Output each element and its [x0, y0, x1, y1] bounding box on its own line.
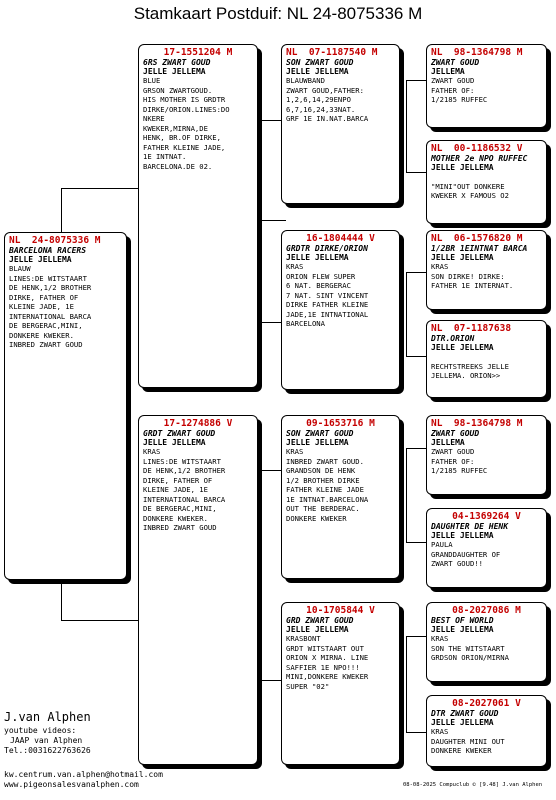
- pigeon-name: BARCELONA RACERS: [9, 246, 87, 255]
- pigeon-card-fff[interactable]: [426, 44, 547, 128]
- pigeon-info: ZWART GOUD FATHER OF: 1/2185 RUFFEC: [431, 447, 488, 475]
- pigeon-name: 1/2BR 1EINTNAT BARCA: [431, 244, 528, 253]
- ring-number: 17-1274886 V: [163, 418, 233, 429]
- pigeon-info: KRAS ORION FLEW SUPER 6 NAT. BERGERAC 7 NAT. SINT VINCENT DIRKE FATHER KLEINE JADE,1E INTNATIONAL BARCELONA: [286, 262, 369, 328]
- owner-website: www.pigeonsalesvanalphen.com: [4, 780, 139, 789]
- pigeon-name: GRDT ZWART GOUD: [143, 429, 216, 438]
- breeder-name: JELLEMA: [431, 438, 465, 447]
- ring-number: 17-1551204 M: [163, 47, 233, 58]
- youtube-channel: JAAP van Alphen: [10, 736, 83, 745]
- connector-line: [406, 542, 426, 543]
- pigeon-card-mfm[interactable]: [426, 508, 547, 588]
- breeder-name: JELLE JELLEMA: [286, 625, 349, 634]
- connector-line: [406, 80, 426, 81]
- connector-line: [61, 188, 62, 232]
- breeder-name: JELLE JELLEMA: [431, 343, 494, 352]
- connector-line: [261, 220, 286, 221]
- pigeon-name: SON ZWART GOUD: [286, 58, 354, 67]
- connector-line: [406, 272, 407, 356]
- pigeon-name: ZWART GOUD: [431, 58, 480, 67]
- breeder-name: JELLE JELLEMA: [431, 163, 494, 172]
- connector-line: [406, 448, 407, 542]
- breeder-name: JELLE JELLEMA: [143, 438, 206, 447]
- pigeon-name: GRDTR DIRKE/ORION: [286, 244, 368, 253]
- pigeon-name: DAUGHTER DE HENK: [431, 522, 509, 531]
- breeder-name: JELLE JELLEMA: [431, 718, 494, 727]
- ring-number: 09-1653716 M: [306, 418, 375, 429]
- pigeon-card-mff[interactable]: [426, 415, 547, 495]
- ring-number: 08-2027061 V: [452, 698, 521, 709]
- connector-line: [406, 732, 426, 733]
- pigeon-info: ZWART GOUD FATHER OF: 1/2185 RUFFEC: [431, 76, 488, 104]
- pigeon-card-fmm[interactable]: [426, 320, 547, 398]
- ring-number: 04-1369264 V: [452, 511, 521, 522]
- breeder-name: JELLE JELLEMA: [286, 438, 349, 447]
- pigeon-info: BLAUW LINES:DE WITSTAART DE HENK,1/2 BROTHER DIRKE, FATHER OF KLEINE JADE, 1E INTERNATIONAL BARCA DE BERGERAC,MINI, DONKERE KWEKER. INBRED ZWART GOUD: [9, 264, 92, 349]
- connector-line: [406, 172, 426, 173]
- pigeon-name: DTR ZWART GOUD: [431, 709, 499, 718]
- page-title: Stamkaart Postduif: NL 24-8075336 M: [133, 4, 423, 23]
- pigeon-info: "MINI"OUT DONKERE KWEKER X FAMOUS O2: [431, 181, 509, 200]
- connector-line: [406, 636, 426, 637]
- ring-number: NL 06-1576820 M: [431, 233, 523, 244]
- pigeon-name: SON ZWART GOUD: [286, 429, 354, 438]
- pigeon-info: KRAS LINES:DE WITSTAART DE HENK,1/2 BROTHER DIRKE, FATHER OF KLEINE JADE, 1E INTERNATIONAL BARCA DE BERGERAC,MINI, DONKERE KWEKER. INBRED ZWART GOUD: [143, 447, 226, 532]
- ring-number: NL 07-1187638: [431, 323, 512, 334]
- youtube-label: youtube videos:: [4, 726, 77, 735]
- pigeon-info: KRAS INBRED ZWART GOUD. GRANDSON DE HENK 1/2 BROTHER DIRKE FATHER KLEINE JADE 1E INTNAT.BARCELONA OUT THE BERDERAC. DONKERE KWEKER: [286, 447, 369, 523]
- ring-number: NL 07-1187540 M: [286, 47, 378, 58]
- connector-line: [406, 272, 426, 273]
- connector-line: [261, 120, 281, 121]
- pigeon-name: ZWART GOUD: [431, 429, 480, 438]
- ring-number: NL 98-1364798 M: [431, 47, 523, 58]
- owner-name: J.van Alphen: [4, 710, 91, 724]
- connector-line: [261, 120, 262, 322]
- pigeon-card-fmf[interactable]: [426, 230, 547, 310]
- pigeon-info: BLAUWBAND ZWART GOUD,FATHER: 1,2,6,14,29ENPO 6,7,16,24,33NAT. GRF 1E IN.NAT.BARCA: [286, 76, 369, 123]
- ring-number: NL 00-1186532 V: [431, 143, 523, 154]
- breeder-name: JELLE JELLEMA: [431, 253, 494, 262]
- pigeon-info: RECHTSTREEKS JELLE JELLEMA. ORION>>: [431, 361, 509, 380]
- owner-phone: Tel.:0031622763626: [4, 746, 91, 755]
- pigeon-info: BLUE GRSON ZWARTGOUD. HIS MOTHER IS GRDTR DIRKE/ORION.LINES:DO NKERE KWEKER,MIRNA,DE HENK, BR.OF DIRKE, FATHER KLEINE JADE, 1E INTNAT. BARCELONA.DE 02.: [143, 76, 230, 171]
- ring-number: NL 24-8075336 M: [9, 235, 101, 246]
- pigeon-card-mother[interactable]: [138, 415, 258, 765]
- connector-line: [406, 80, 407, 172]
- connector-line: [61, 580, 62, 620]
- pigeon-info: PAULA GRANDDAUGHTER OF ZWART GOUD!!: [431, 540, 501, 568]
- pigeon-info: KRAS SON DIRKE! DIRKE: FATHER 1E INTERNAT.: [431, 262, 514, 290]
- breeder-name: JELLE JELLEMA: [431, 531, 494, 540]
- pigeon-name: 6RS ZWART GOUD: [143, 58, 211, 67]
- breeder-name: JELLE JELLEMA: [431, 625, 494, 634]
- connector-line: [406, 448, 426, 449]
- breeder-name: JELLE JELLEMA: [9, 255, 72, 264]
- pigeon-card-subject[interactable]: [4, 232, 127, 580]
- connector-line: [61, 620, 138, 621]
- pigeon-name: GRD ZWART GOUD: [286, 616, 354, 625]
- ring-number: 16-1804444 V: [306, 233, 375, 244]
- pigeon-card-mmf[interactable]: [426, 602, 547, 682]
- pigeon-info: KRAS SON THE WITSTAART GRDSON ORION/MIRNA: [431, 634, 509, 662]
- connector-line: [261, 680, 281, 681]
- connector-line: [406, 636, 407, 732]
- connector-line: [61, 188, 138, 189]
- pigeon-card-mm[interactable]: [281, 602, 400, 765]
- pigeon-card-mf[interactable]: [281, 415, 400, 579]
- pigeon-card-ff[interactable]: [281, 44, 400, 204]
- pigeon-name: MOTHER 2e NPO RUFFEC: [431, 154, 528, 163]
- connector-line: [261, 470, 262, 680]
- breeder-name: JELLE JELLEMA: [286, 67, 349, 76]
- pigeon-card-father[interactable]: [138, 44, 258, 388]
- ring-number: NL 98-1364798 M: [431, 418, 523, 429]
- pigeon-card-ffm[interactable]: [426, 140, 547, 224]
- pigeon-card-fm[interactable]: [281, 230, 400, 390]
- breeder-name: JELLE JELLEMA: [286, 253, 349, 262]
- ring-number: 08-2027086 M: [452, 605, 521, 616]
- connector-line: [261, 470, 281, 471]
- pigeon-card-mmm[interactable]: [426, 695, 547, 767]
- owner-email: kw.centrum.van.alphen@hotmail.com: [4, 770, 163, 779]
- connector-line: [261, 322, 281, 323]
- ring-number: 10-1705844 V: [306, 605, 375, 616]
- pigeon-info: KRAS DAUGHTER MINI OUT DONKERE KWEKER: [431, 727, 505, 755]
- pigeon-info: KRASBONT GRDT WITSTAART OUT ORION X MIRNA. LINE SAFFIER 1E NPO!!! MINI,DONKERE KWEKER SUPER "02": [286, 634, 369, 691]
- footnote: 08-08-2025 Compuclub © [9.48] J.van Alphen: [403, 782, 543, 788]
- breeder-name: JELLEMA: [431, 67, 465, 76]
- connector-line: [406, 356, 426, 357]
- pigeon-name: BEST OF WORLD: [431, 616, 494, 625]
- breeder-name: JELLE JELLEMA: [143, 67, 206, 76]
- pigeon-name: DTR.ORION: [431, 334, 475, 343]
